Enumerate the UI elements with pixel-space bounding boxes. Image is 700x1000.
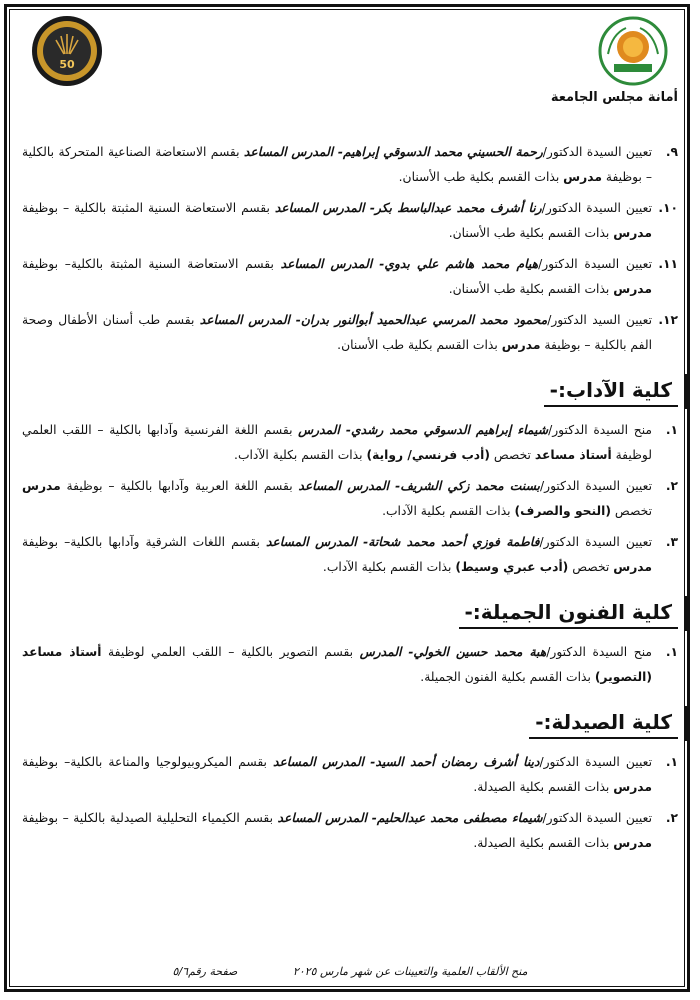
item-text-part: محمود محمد المرسي عبدالحميد أبوالنور بدران- المدرس المساعد bbox=[199, 313, 548, 327]
item-text bbox=[22, 418, 652, 468]
item-text-part: (النحو والصرف) bbox=[514, 504, 611, 518]
item-text-part: دينا أشرف رمضان أحمد السيد- المدرس المساعد bbox=[273, 755, 540, 769]
item-text-part: بقسم الاستعاضة الصناعية المتحركة بالكلية – بوظيفة bbox=[22, 145, 652, 184]
item-text-part: تخصص bbox=[568, 560, 614, 574]
item-number: ١. bbox=[665, 423, 678, 437]
section-heading bbox=[22, 600, 678, 634]
item-text-part: بذات القسم بكلية طب الأسنان. bbox=[337, 338, 502, 352]
item-text-part: منح السيدة الدكتور/ bbox=[548, 423, 652, 437]
jubilee-number: 50 bbox=[59, 58, 75, 71]
item-text-part: فاطمة فوزي أحمد محمد شحاتة- المدرس المساعد bbox=[265, 535, 540, 549]
item-text-part: مدرس bbox=[613, 282, 652, 296]
item-text-part: تعيين السيدة الدكتور/ bbox=[542, 811, 652, 825]
item-text-part: مدرس bbox=[613, 836, 652, 850]
page-footer bbox=[0, 965, 700, 978]
item-number: ٢. bbox=[665, 811, 678, 825]
list-item bbox=[22, 530, 678, 580]
item-text-part: مدرس bbox=[613, 226, 652, 240]
document-body bbox=[22, 140, 678, 862]
item-text-part: بقسم التصوير بالكلية – اللقب العلمي لوظيفة bbox=[101, 645, 360, 659]
item-number: ١. bbox=[665, 755, 678, 769]
item-text bbox=[22, 252, 652, 302]
item-text-part: تعيين السيدة الدكتور/ bbox=[539, 755, 653, 769]
section-heading bbox=[22, 710, 678, 744]
item-text-part: تخصص bbox=[489, 448, 535, 462]
item-text-part: هيام محمد هاشم علي بدوي- المدرس المساعد bbox=[280, 257, 539, 271]
item-text bbox=[22, 530, 652, 580]
item-number: ١٢. bbox=[658, 313, 678, 327]
list-item bbox=[22, 640, 678, 690]
list-item bbox=[22, 418, 678, 468]
item-text-part: بقسم طب أسنان الأطفال وصحة الفم بالكلية – بوظيفة bbox=[22, 313, 652, 352]
section-title: كلية الآداب:- bbox=[544, 378, 678, 407]
item-text-part: تعيين السيدة الدكتور/ bbox=[538, 257, 652, 271]
item-number: ١١. bbox=[658, 257, 678, 271]
item-text-part: بقسم اللغة العربية وآدابها بالكلية – بوظيفة bbox=[60, 479, 299, 493]
item-text-part: رحمة الحسيني محمد الدسوقي إبراهيم- المدرس المساعد bbox=[243, 145, 543, 159]
item-text-part: تعيين السيدة الدكتور/ bbox=[539, 535, 652, 549]
item-text-part: بذات القسم بكلية الآداب. bbox=[322, 560, 456, 574]
list-item bbox=[22, 308, 678, 358]
item-text bbox=[22, 806, 652, 856]
item-text-part: بقسم الاستعاضة السنية المثبتة بالكلية– بوظيفة bbox=[22, 257, 281, 271]
item-number: ١. bbox=[665, 645, 678, 659]
item-text-part: تعيين السيد الدكتور/ bbox=[547, 313, 652, 327]
list-item bbox=[22, 750, 678, 800]
list-item bbox=[22, 252, 678, 302]
item-number: ٢. bbox=[665, 479, 678, 493]
section-title: كلية الصيدلة:- bbox=[529, 710, 678, 739]
item-text bbox=[22, 308, 652, 358]
item-text-part: أستاذ مساعد bbox=[534, 448, 612, 462]
item-text-part: رنا أشرف محمد عبدالباسط بكر- المدرس المساعد bbox=[274, 201, 542, 215]
item-text bbox=[22, 750, 652, 800]
section-heading bbox=[22, 378, 678, 412]
jubilee-logo bbox=[30, 14, 104, 88]
item-text-part: مدرس bbox=[563, 170, 602, 184]
item-text-part: تعيين السيدة الدكتور/ bbox=[542, 145, 652, 159]
item-text-part: شيماء إبراهيم الدسوقي محمد رشدي- المدرس bbox=[298, 423, 549, 437]
item-text-part: بقسم اللغة الفرنسية وآدابها بالكلية – اللقب العلمي لوظيفة bbox=[22, 423, 652, 462]
council-title: أمانة مجلس الجامعة bbox=[550, 90, 678, 105]
item-text-part: بقسم اللغات الشرقية وآدابها بالكلية– بوظيفة bbox=[22, 535, 266, 549]
item-text bbox=[22, 474, 652, 524]
item-number: ٣. bbox=[665, 535, 678, 549]
item-text-part: (أدب فرنسي/ رواية) bbox=[366, 448, 490, 462]
footer-page-number: صفحة رقم٥/٦ bbox=[172, 965, 238, 978]
item-text-part: بذات القسم بكلية طب الأسنان. bbox=[398, 170, 564, 184]
list-item bbox=[22, 140, 678, 190]
item-text-part: أستاذ مساعد (التصوير) bbox=[22, 645, 652, 684]
item-text-part: بقسم الكيمياء التحليلية الصيدلية بالكلية – بوظيفة bbox=[22, 811, 278, 825]
item-text-part: مدرس bbox=[613, 560, 652, 574]
item-text-part: بذات القسم بكلية الفنون الجميلة. bbox=[420, 670, 595, 684]
item-text bbox=[22, 196, 652, 246]
item-text-part: تخصص bbox=[611, 504, 652, 518]
item-text bbox=[22, 140, 652, 190]
item-text-part: تعيين السيدة الدكتور/ bbox=[539, 479, 652, 493]
item-text-part: بذات القسم بكلية الصيدلة. bbox=[473, 780, 614, 794]
item-text bbox=[22, 640, 652, 690]
item-text-part: بذات القسم بكلية طب الأسنان. bbox=[448, 282, 614, 296]
item-text-part: بذات القسم بكلية طب الأسنان. bbox=[448, 226, 614, 240]
section-title: كلية الفنون الجميلة:- bbox=[459, 600, 679, 629]
list-item bbox=[22, 196, 678, 246]
item-text-part: مدرس bbox=[501, 338, 541, 352]
item-text-part: (أدب عبري وسيط) bbox=[455, 560, 569, 574]
footer-title: منح الألقاب العلمية والتعيينات عن شهر مارس ٢٠٢٥ bbox=[292, 965, 528, 978]
list-item bbox=[22, 474, 678, 524]
item-number: ٩. bbox=[665, 145, 678, 159]
item-text-part: بذات القسم بكلية الآداب. bbox=[382, 504, 515, 518]
university-logo bbox=[596, 14, 670, 88]
item-text-part: شيماء مصطفى محمد عبدالحليم- المدرس المساعد bbox=[277, 811, 543, 825]
list-item bbox=[22, 806, 678, 856]
item-text-part: هبة محمد حسين الخولي- المدرس bbox=[359, 645, 547, 659]
item-text-part: منح السيدة الدكتور/ bbox=[546, 645, 653, 659]
item-text-part: مدرس bbox=[22, 479, 61, 493]
item-text-part: مدرس bbox=[613, 780, 652, 794]
item-text-part: بذات القسم بكلية الصيدلة. bbox=[473, 836, 614, 850]
item-text-part: تعيين السيدة الدكتور/ bbox=[541, 201, 652, 215]
item-text-part: بذات القسم بكلية الآداب. bbox=[234, 448, 367, 462]
item-text-part: بقسم الميكروبيولوجيا والمناعة بالكلية– بوظيفة bbox=[22, 755, 274, 769]
item-text-part: بقسم الاستعاضة السنية المثبتة بالكلية – بوظيفة bbox=[22, 201, 275, 215]
item-text-part: بسنت محمد زكي الشريف- المدرس المساعد bbox=[298, 479, 540, 493]
item-number: ١٠. bbox=[658, 201, 678, 215]
